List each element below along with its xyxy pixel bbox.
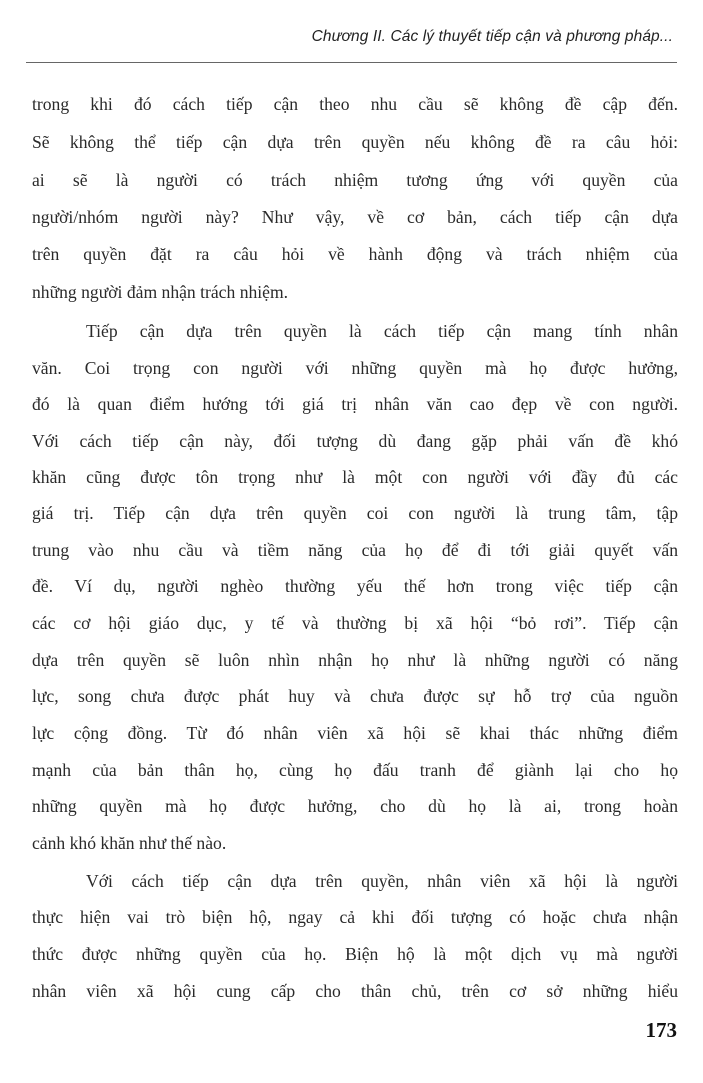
text-line: trong khi đó cách tiếp cận theo nhu cầu sẽ không đề cập đến.	[32, 94, 678, 114]
text-line: thức được những quyền của họ. Biện hộ là một dịch vụ mà người	[32, 944, 678, 964]
text-line: người/nhóm người này? Như vậy, về cơ bản, cách tiếp cận dựa	[32, 207, 678, 227]
text-line: đó là quan điểm hướng tới giá trị nhân văn cao đẹp về con người.	[32, 394, 678, 414]
text-line: trên quyền đặt ra câu hỏi về hành động và trách nhiệm của	[32, 244, 678, 264]
text-line: trung vào nhu cầu và tiềm năng của họ để đi tới giải quyết vấn	[32, 540, 678, 560]
text-line: Với cách tiếp cận dựa trên quyền, nhân viên xã hội là người	[86, 871, 678, 891]
text-line: ai sẽ là người có trách nhiệm tương ứng với quyền của	[32, 170, 678, 190]
text-line: nhân viên xã hội cung cấp cho thân chủ, trên cơ sở những hiểu	[32, 981, 678, 1001]
header-rule	[26, 62, 677, 63]
text-line: khăn cũng được tôn trọng như là một con người với đầy đủ các	[32, 467, 678, 487]
text-line: Với cách tiếp cận này, đối tượng dù đang gặp phải vấn đề khó	[32, 431, 678, 451]
text-line: mạnh của bản thân họ, cùng họ đấu tranh để giành lại cho họ	[32, 760, 678, 780]
text-line: các cơ hội giáo dục, y tế và thường bị xã hội “bỏ rơi”. Tiếp cận	[32, 613, 678, 633]
text-line: đề. Ví dụ, người nghèo thường yếu thế hơn trong việc tiếp cận	[32, 576, 678, 596]
text-line: lực cộng đồng. Từ đó nhân viên xã hội sẽ khai thác những điểm	[32, 723, 678, 743]
text-line: cảnh khó khăn như thế nào.	[32, 833, 227, 853]
running-header: Chương II. Các lý thuyết tiếp cận và phương pháp...	[311, 28, 673, 45]
text-line: Sẽ không thể tiếp cận dựa trên quyền nếu không đề ra câu hỏi:	[32, 132, 678, 152]
text-line: những quyền mà họ được hưởng, cho dù họ là ai, trong hoàn	[32, 796, 678, 816]
text-line: Tiếp cận dựa trên quyền là cách tiếp cận mang tính nhân	[86, 321, 678, 341]
text-line: văn. Coi trọng con người với những quyền mà họ được hưởng,	[32, 358, 678, 378]
text-line: dựa trên quyền sẽ luôn nhìn nhận họ như là những người có năng	[32, 650, 678, 670]
text-line: những người đảm nhận trách nhiệm.	[32, 282, 289, 302]
text-line: giá trị. Tiếp cận dựa trên quyền coi con người là trung tâm, tập	[32, 503, 678, 523]
text-line: thực hiện vai trò biện hộ, ngay cả khi đối tượng có hoặc chưa nhận	[32, 907, 678, 927]
text-line: lực, song chưa được phát huy và chưa được sự hỗ trợ của nguồn	[32, 686, 678, 706]
page-number: 173	[645, 1018, 677, 1042]
